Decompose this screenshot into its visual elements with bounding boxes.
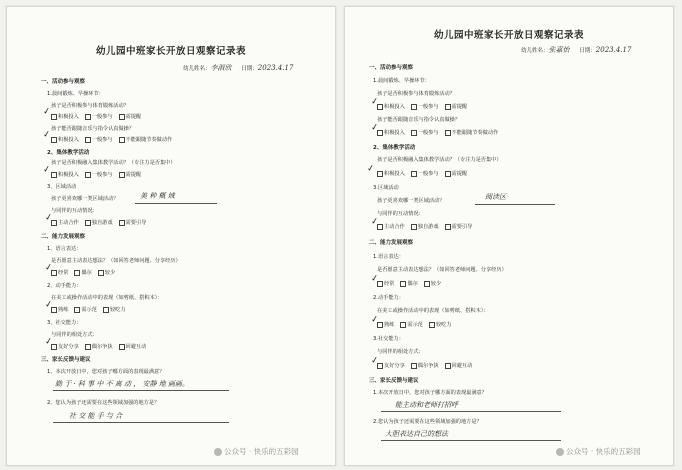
question-morning-exercise: 1.晨间锻炼、早操环节： (47, 91, 104, 97)
options-group-integration: 积极投入 一般参与 需提醒 (51, 171, 147, 178)
tick-mark: ✓ (370, 273, 380, 285)
question-social: 3.社交能力： (373, 336, 404, 342)
checkbox[interactable] (411, 224, 417, 230)
tick-mark: ✓ (370, 96, 380, 108)
options-express-ideas: 经常 偶尔 较少 (51, 269, 121, 276)
checkbox[interactable] (119, 220, 125, 226)
right-record-sheet (344, 6, 674, 466)
question-morning-exercise: 1.晨间锻炼、早操环节： (373, 78, 430, 84)
child-name-handwriting: 李淑欣 (210, 64, 232, 72)
options-sports-participation: 积极投入 一般参与 需提醒 (51, 113, 147, 120)
options-express-ideas: 经常 偶尔 较少 (377, 280, 447, 287)
child-name-field (521, 45, 631, 55)
watermark-right: 公众号 · 快乐的五彩园 (556, 446, 641, 457)
checkbox[interactable] (74, 270, 80, 276)
answer-underline (475, 204, 555, 205)
checkbox[interactable] (85, 172, 91, 178)
checkbox[interactable] (85, 114, 91, 120)
checkbox[interactable] (51, 114, 57, 120)
checkbox[interactable] (411, 130, 417, 136)
watermark-left: 公众号 · 快乐的五彩园 (214, 446, 299, 457)
preferred-area-handwriting: 阅读区 (485, 193, 506, 201)
checkbox[interactable] (424, 281, 430, 287)
question-preferred-area: 孩子更喜欢哪一类区域活动？ (51, 196, 119, 202)
checkbox[interactable] (400, 322, 406, 328)
checkbox[interactable] (411, 104, 417, 110)
options-sports-participation: 积极投入 一般参与 需提醒 (377, 103, 473, 110)
checkbox[interactable] (119, 137, 125, 143)
tick-mark: ✓ (42, 164, 52, 176)
tick-mark: ✓ (370, 122, 380, 134)
answer-underline (381, 411, 561, 412)
question-follow-music: 孩子能否跟随音乐与指令认真做操？ (51, 126, 135, 132)
checkbox[interactable] (445, 224, 451, 230)
question-improvement: 2.您认为孩子还需要在这些领域加强的地方是？ (373, 419, 482, 425)
checkbox[interactable] (445, 130, 451, 136)
question-most-satisfied: 1、本次开放日中，您对孩子哪方面的表现最满意？ (47, 369, 165, 375)
options-group-integration: 积极投入 一般参与 需提醒 (377, 170, 473, 177)
checkbox[interactable] (445, 363, 451, 369)
name-label: 幼儿姓名： (183, 66, 211, 72)
checkbox[interactable] (411, 171, 417, 177)
tick-mark: ✓ (44, 299, 54, 311)
tick-mark: ✓ (44, 336, 54, 348)
question-group-teaching: 2、集体教学活动 (47, 150, 90, 156)
tick-mark: ✓ (42, 129, 52, 141)
question-group-integration: 孩子是否积极融入集体教学活动？（专注力是否集中） (377, 157, 502, 163)
question-language: 1、语言表达： (47, 246, 82, 252)
options-peer-relations: 友好分享 偶尔争执 回避互动 (377, 362, 478, 369)
question-improvement: 2、您认为孩子还需要在这些领域加强的地方是？ (47, 400, 160, 406)
section-activity: 一、活动参与观察 (369, 65, 414, 71)
tick-mark: ✓ (42, 106, 52, 118)
most-satisfied-handwriting: 勤 于 · 科 事 中 不 离 动 ， 安静 地 画画。 (55, 380, 189, 388)
date-label: 日期： (241, 66, 258, 72)
sheet-title: 幼儿园中班家长开放日观察记录表 (95, 46, 246, 57)
checkbox[interactable] (400, 281, 406, 287)
name-label: 幼儿姓名： (521, 48, 549, 54)
options-peer-interaction: 主动合作 独自游戏 需要引导 (51, 219, 152, 226)
question-peer-interaction: 与同伴的互动情况： (377, 211, 424, 217)
checkbox[interactable] (85, 137, 91, 143)
question-area-activity: 3.区域活动 (373, 185, 399, 191)
answer-underline (53, 390, 229, 391)
tick-mark: ✓ (370, 314, 380, 326)
checkbox[interactable] (85, 220, 91, 226)
question-peer-relations: 与同伴的相处方式： (51, 332, 98, 338)
date-handwriting: 2023.4.17 (257, 64, 294, 72)
checkbox[interactable] (51, 172, 57, 178)
improvement-handwriting: 社 交 能 手 与 合 (69, 412, 123, 420)
question-group-teaching: 2、集体教学活动 (373, 145, 416, 151)
options-peer-interaction: 主动合作 独自游戏 需要引导 (377, 223, 478, 230)
checkbox[interactable] (119, 172, 125, 178)
checkbox[interactable] (411, 363, 417, 369)
answer-underline (53, 422, 229, 423)
question-hands-on: 2、动手能力： (47, 283, 82, 289)
tick-mark: ✓ (370, 216, 380, 228)
section-feedback: 三、家长反馈与建议 (369, 378, 419, 384)
most-satisfied-handwriting: 能主动和老师打招呼 (395, 401, 458, 409)
tick-mark: ✓ (44, 262, 54, 274)
checkbox[interactable] (445, 171, 451, 177)
wechat-icon (556, 448, 564, 456)
options-art-performance: 熟练 需示范 较吃力 (51, 306, 132, 313)
question-peer-relations: 与同伴的相处方式： (377, 349, 424, 355)
date-label: 日期： (579, 48, 596, 54)
left-record-sheet (6, 6, 336, 466)
question-express-ideas: 是否愿意主动表达想法？（如回答老师问题、分享经历） (377, 267, 507, 273)
question-language: 1.语言表达： (373, 254, 404, 260)
question-preferred-area: 孩子更喜欢哪一类区域活动？ (377, 198, 445, 204)
question-sports-participation: 孩子是否积极参与体育锻炼活动？ (51, 103, 129, 109)
checkbox[interactable] (74, 307, 80, 313)
question-peer-interaction: 与同伴的互动情况： (51, 208, 98, 214)
checkbox[interactable] (85, 344, 91, 350)
question-art-performance: 在美工或操作活动中的表现（如剪纸、搭积木）： (377, 308, 489, 314)
options-follow-music: 积极投入 一般参与 不能跟随节奏做动作 (51, 136, 178, 143)
checkbox[interactable] (51, 137, 57, 143)
checkbox[interactable] (377, 171, 383, 177)
question-art-performance: 在美工或操作活动中的表现（如剪纸、搭积木）： (51, 295, 163, 301)
options-follow-music: 积极投入 一般参与 不能跟随节奏做动作 (377, 129, 504, 136)
checkbox[interactable] (429, 322, 435, 328)
answer-underline (381, 440, 561, 441)
answer-underline (135, 203, 217, 204)
wechat-icon (214, 448, 222, 456)
question-follow-music: 孩子能否跟随音乐与指令认真做操？ (377, 117, 461, 123)
section-activity: 一、活动参与观察 (41, 79, 86, 85)
section-ability: 二、能力发展观察 (369, 240, 414, 246)
checkbox[interactable] (119, 344, 125, 350)
options-peer-relations: 友好分享 偶尔争执 回避互动 (51, 343, 152, 350)
date-handwriting: 2023.4.17 (595, 46, 632, 54)
tick-mark: ✓ (366, 163, 376, 175)
checkbox[interactable] (445, 104, 451, 110)
child-name-field (183, 63, 293, 73)
tick-mark: ✓ (370, 355, 380, 367)
question-express-ideas: 是否愿意主动表达想法？（如回答老师问题、分享经历） (51, 258, 181, 264)
question-social: 3、社交能力： (47, 320, 82, 326)
question-group-integration: 孩子是否积极融入集体教学活动？（专注力是否集中） (51, 160, 176, 166)
section-ability: 二、能力发展观察 (41, 234, 86, 240)
question-most-satisfied: 1.本次开放日中，您对孩子哪方面的表现最满意？ (373, 390, 487, 396)
checkbox[interactable] (103, 307, 109, 313)
question-area-activity: 3、区域活动 (47, 184, 77, 190)
question-hands-on: 2.动手能力： (373, 295, 404, 301)
child-name-handwriting: 张嘉怡 (548, 46, 570, 54)
checkbox[interactable] (119, 114, 125, 120)
question-sports-participation: 孩子是否积极参与体育锻炼活动？ (377, 91, 455, 97)
preferred-area-handwriting: 美 种 概 域 (140, 192, 175, 200)
options-art-performance: 熟练 需示范 较吃力 (377, 321, 458, 328)
sheet-title: 幼儿园中班家长开放日观察记录表 (433, 30, 584, 41)
section-feedback: 三、家长反馈与建议 (41, 357, 91, 363)
tick-mark: ✓ (44, 212, 54, 224)
checkbox[interactable] (98, 270, 104, 276)
improvement-handwriting: 大胆表达自己的想法 (385, 430, 448, 438)
